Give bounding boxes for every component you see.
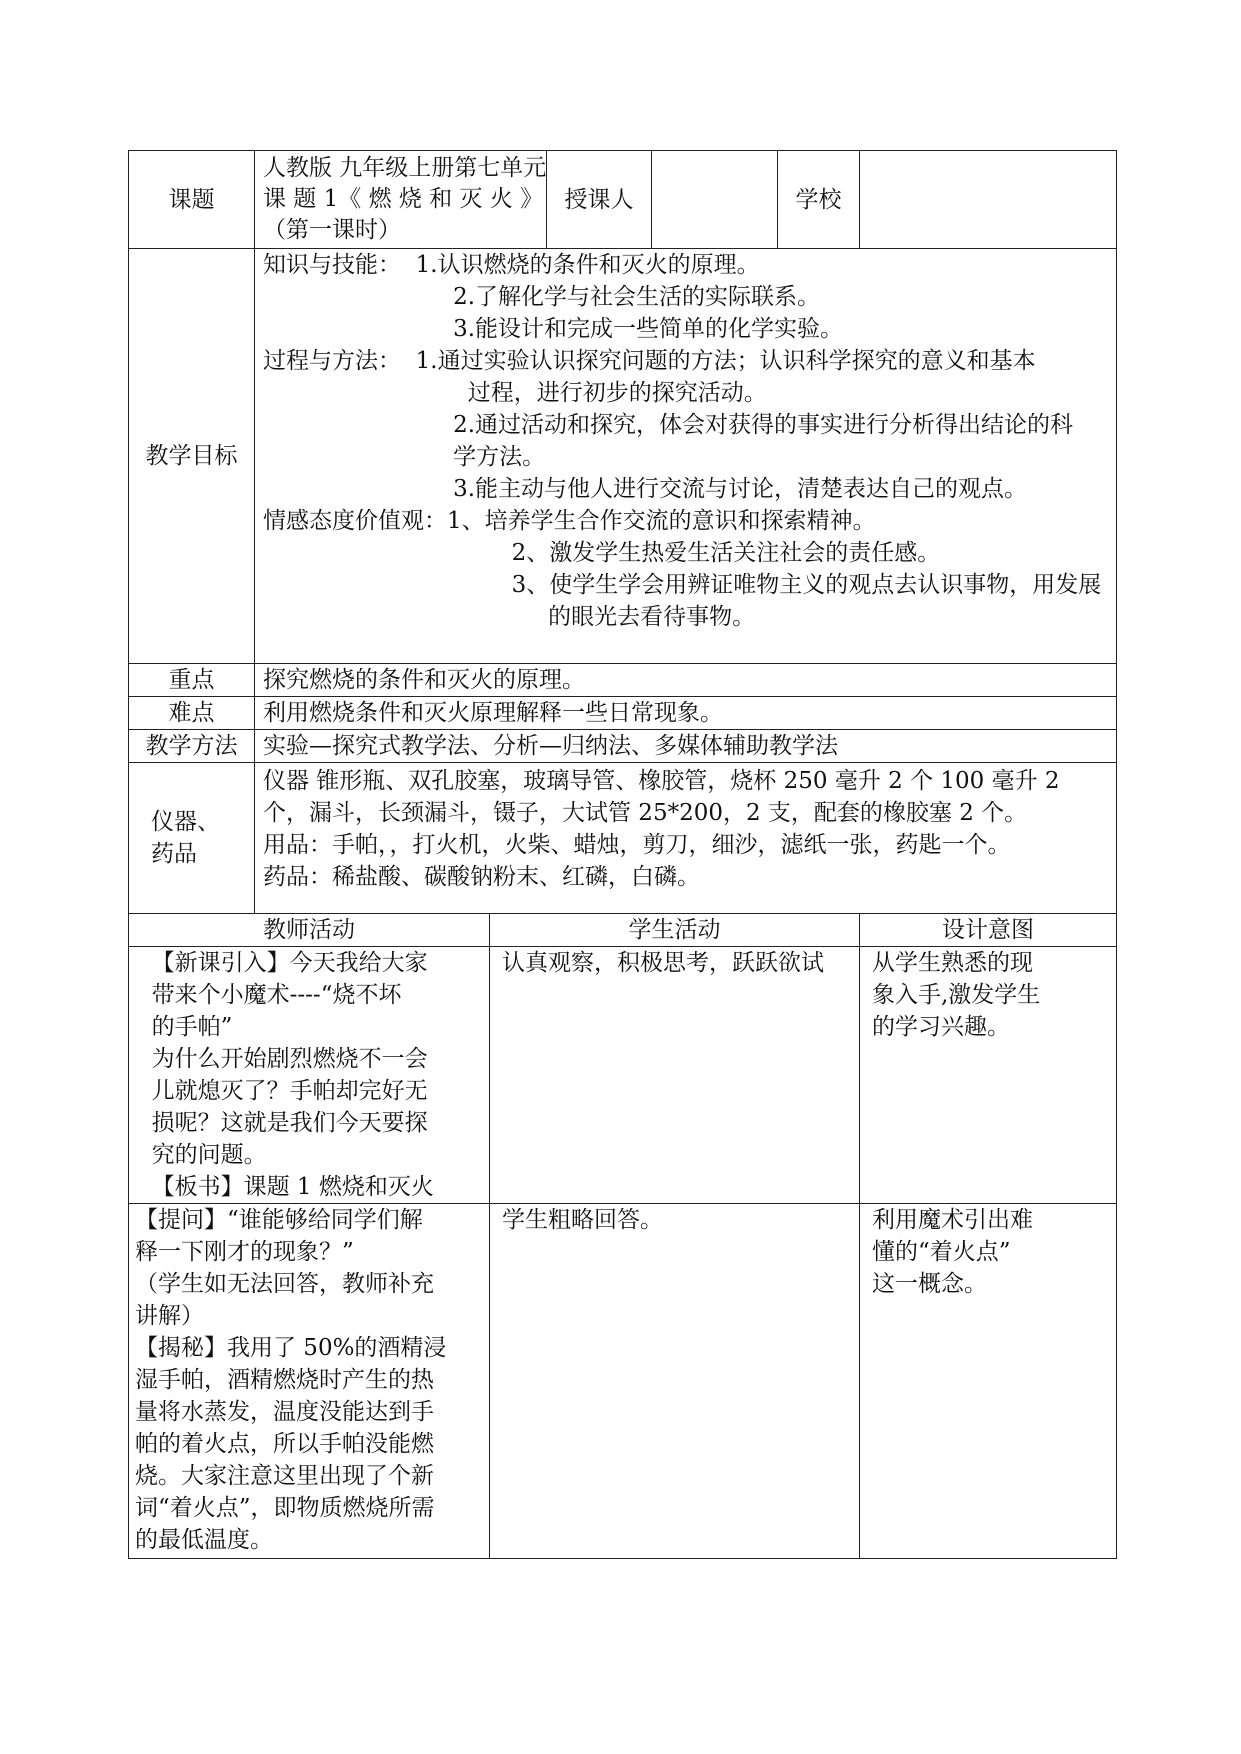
teacher-activity-line: 带来个小魔术----“烧不坏 [137,982,402,1008]
teacher-activity-line: 儿就熄灭了？手帕却完好无 [137,1078,428,1104]
key-point-value: 探究燃烧的条件和灭火的原理。 [255,664,1117,697]
teacher-activity-line: 【揭秘】我用了 50%的酒精浸 [135,1335,447,1361]
design-intent-line: 懂的“着火点” [872,1239,1011,1265]
teacher-activity-cell [129,1204,490,1559]
teacher-activity-line: 的最低温度。 [135,1527,273,1553]
equipment-line: 个，漏斗，长颈漏斗，镊子，大试管 25*200，2 支，配套的橡胶塞 2 个。 [263,800,1028,826]
equipment-label [129,763,255,914]
difficulty-value: 利用燃烧条件和灭火原理解释一些日常现象。 [255,697,1117,730]
teacher-activity-line: 讲解） [135,1303,204,1329]
student-activity-header: 学生活动 [490,914,860,947]
teacher-activity-line: 【板书】课题 1 燃烧和灭火 [137,1174,434,1200]
topic-label: 课题 [129,151,255,249]
title-row [129,151,1117,249]
design-intent-line: 利用魔术引出难 [872,1207,1033,1233]
equipment-line: 用品：手帕，，打火机，火柴、蜡烛，剪刀，细沙，滤纸一张，药匙一个。 [263,832,1011,858]
topic-line: 人教版 九年级上册第七单元 [263,155,547,181]
teacher-activity-line: 的手帕” [137,1014,233,1040]
key-point-label: 重点 [129,664,255,697]
topic-line: （第一课时） [263,217,401,243]
method-label: 教学方法 [129,730,255,763]
topic-value [255,151,547,249]
key-point-row [129,664,1117,697]
difficulty-row [129,697,1117,730]
design-intent-line: 象入手,激发学生 [872,982,1041,1008]
lesson-plan-table [128,150,1117,1559]
objectives-content [255,249,1117,664]
student-activity-cell [490,1204,860,1559]
teacher-activity-line: 帕的着火点，所以手帕没能燃 [135,1431,434,1457]
method-value: 实验—探究式教学法、分析—归纳法、多媒体辅助教学法 [255,730,1117,763]
equipment-content [255,763,1117,914]
design-intent-cell [860,1204,1117,1559]
teacher-activity-line: 量将水蒸发，温度没能达到手 [135,1399,434,1425]
teacher-activity-line: 损呢？这就是我们今天要探 [137,1110,428,1136]
objective-line: 3.能设计和完成一些简单的化学实验。 [263,316,844,342]
student-activity-line: 认真观察，积极思考，跃跃欲试 [502,950,824,976]
teacher-activity-line: 究的问题。 [137,1142,267,1168]
teacher-activity-line: 【新课引入】今天我给大家 [137,950,428,976]
school-value [860,151,1117,249]
equipment-row [129,763,1117,914]
activity-row [129,1204,1117,1559]
difficulty-label: 难点 [129,697,255,730]
student-activity-cell [490,947,860,1204]
design-intent-line: 这一概念。 [872,1271,987,1297]
equipment-label-line: 药品 [151,841,197,867]
objectives-label: 教学目标 [129,249,255,664]
equipment-line: 仪器 锥形瓶、双孔胶塞，玻璃导管、橡胶管，烧杯 250 毫升 2 个 100 毫升 2 [263,768,1060,794]
design-intent-line: 的学习兴趣。 [872,1014,1010,1040]
teacher-label: 授课人 [547,151,652,249]
teacher-activity-line: （学生如无法回答，教师补充 [135,1271,434,1297]
objective-line: 情感态度价值观：1、培养学生合作交流的意识和探索精神。 [263,508,876,534]
design-intent-cell [860,947,1117,1204]
method-row [129,730,1117,763]
student-activity-line: 学生粗略回答。 [502,1207,663,1233]
objective-line: 2.通过活动和探究，体会对获得的事实进行分析得出结论的科 [263,412,1074,438]
objective-line: 2、激发学生热爱生活关注社会的责任感。 [263,540,941,566]
teacher-activity-line: 为什么开始剧烈燃烧不一会 [137,1046,428,1072]
design-intent-header: 设计意图 [860,914,1117,947]
equipment-label-line: 仪器、 [151,809,220,835]
objective-line: 过程与方法： 1.通过实验认识探究问题的方法；认识科学探究的意义和基本 [263,348,1036,374]
topic-line: 课 题 1《 燃 烧 和 灭 火 》 [263,186,544,212]
school-label: 学校 [778,151,860,249]
teacher-activity-line: 词“着火点”，即物质燃烧所需 [135,1495,435,1521]
teacher-activity-header: 教师活动 [129,914,490,947]
equipment-line: 药品：稀盐酸、碳酸钠粉末、红磷，白磷。 [263,864,700,890]
objectives-row [129,249,1117,664]
objective-line: 过程，进行初步的探究活动。 [263,380,767,406]
lesson-plan-sheet [128,150,1116,1559]
design-intent-line: 从学生熟悉的现 [872,950,1033,976]
objective-line: 2.了解化学与社会生活的实际联系。 [263,284,821,310]
objective-line: 3.能主动与他人进行交流与讨论，清楚表达自己的观点。 [263,476,1028,502]
teacher-activity-line: 【提问】“谁能够给同学们解 [135,1207,423,1233]
objective-line: 3、使学生学会用辨证唯物主义的观点去认识事物，用发展 [263,572,1102,598]
objective-line: 学方法。 [263,444,546,470]
activity-row [129,947,1117,1204]
teacher-activity-line: 释一下刚才的现象？” [135,1239,354,1265]
activity-header-row [129,914,1117,947]
teacher-activity-line: 烧。大家注意这里出现了个新 [135,1463,434,1489]
objective-line: 知识与技能： 1.认识燃烧的条件和灭火的原理。 [263,252,760,278]
teacher-activity-cell [129,947,490,1204]
objective-line: 的眼光去看待事物。 [263,604,756,630]
teacher-value [652,151,778,249]
teacher-activity-line: 湿手帕，酒精燃烧时产生的热 [135,1367,434,1393]
